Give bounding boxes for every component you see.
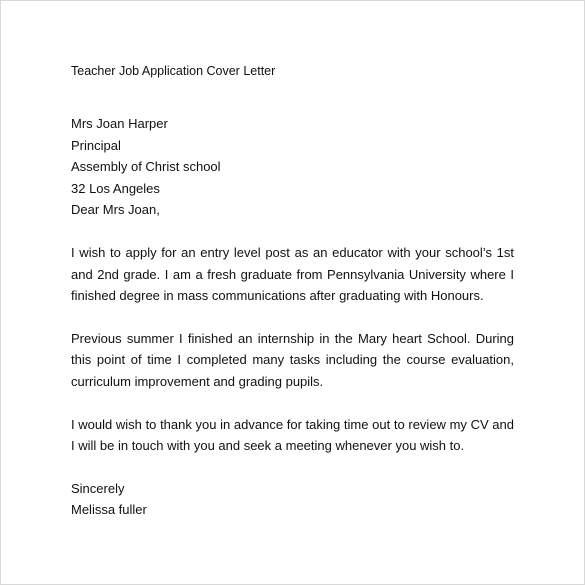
paragraph-experience: Previous summer I finished an internship in the Mary heart School. During this point of time I completed many tasks including the course evaluation, curriculum improvement and grading pupils. — [71, 330, 514, 389]
signature-name: Melissa fuller — [71, 502, 147, 518]
salutation: Dear Mrs Joan, — [71, 202, 160, 218]
letter-body — [71, 61, 514, 521]
closing-block — [71, 478, 514, 521]
paragraphs — [71, 242, 514, 457]
recipient-organization: Assembly of Christ school — [71, 159, 221, 175]
closing-text: Sincerely — [71, 480, 125, 496]
recipient-position: Principal — [71, 137, 121, 153]
recipient-block — [71, 113, 514, 221]
paragraph-thanks: I would wish to thank you in advance for taking time out to review my CV and I will be in touch with you and seek a meeting whenever you wish to. — [71, 416, 514, 454]
document-title: Teacher Job Application Cover Letter — [71, 64, 276, 78]
recipient-address: 32 Los Angeles — [71, 180, 160, 196]
paragraph-intro: I wish to apply for an entry level post as an educator with your school’s 1st and 2nd grade. I am a fresh graduate from Pennsylvania University where I finished degree in mass communications after graduating with Honours. — [71, 244, 514, 304]
recipient-name: Mrs Joan Harper — [71, 116, 168, 131]
